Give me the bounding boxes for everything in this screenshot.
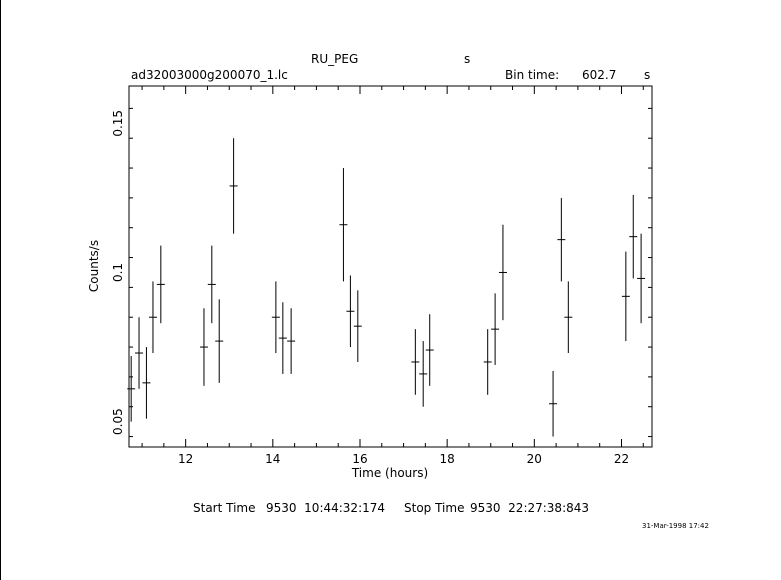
- data-point: [200, 308, 208, 386]
- bin-time-value: 602.7: [582, 68, 617, 82]
- x-tick-label: 14: [265, 452, 281, 466]
- stop-time-value: 9530 22:27:38:843: [470, 501, 590, 515]
- data-point: [272, 281, 280, 353]
- y-tick-label: 0.15: [111, 109, 125, 137]
- x-tick-label: 18: [439, 452, 455, 466]
- data-point: [564, 281, 572, 353]
- data-point: [622, 252, 630, 342]
- start-time-value: 9530 10:44:32:174: [266, 501, 386, 515]
- bin-time-unit: s: [644, 68, 651, 82]
- y-axis-label: Counts/s: [87, 239, 101, 293]
- target-name: RU_PEG: [311, 52, 359, 66]
- data-point: [557, 198, 565, 282]
- data-point: [339, 168, 347, 281]
- data-point: [629, 195, 637, 279]
- x-tick-label: 12: [178, 452, 194, 466]
- data-point: [287, 308, 295, 374]
- data-point: [346, 275, 354, 347]
- data-point: [142, 347, 150, 419]
- data-points: [127, 138, 645, 436]
- data-point: [411, 329, 419, 395]
- data-point: [215, 299, 223, 383]
- data-point: [279, 302, 287, 374]
- x-tick-label: 20: [526, 452, 542, 466]
- data-point: [426, 314, 434, 386]
- data-point: [157, 246, 165, 324]
- data-point: [499, 225, 507, 320]
- data-point: [419, 341, 427, 407]
- tick-labels: [111, 110, 629, 466]
- data-point: [549, 371, 557, 437]
- data-point: [149, 281, 157, 353]
- data-point: [208, 246, 216, 324]
- x-axis-label: Time (hours): [351, 466, 429, 480]
- data-point: [230, 138, 238, 233]
- y-tick-label: 0.05: [111, 408, 125, 435]
- bin-time-label: Bin time:: [505, 68, 560, 82]
- date-stamp: 31-Mar-1998 17:42: [642, 522, 709, 530]
- data-point: [354, 290, 362, 362]
- filename-label: ad32003000g200070_1.lc: [131, 68, 288, 82]
- start-time-label: Start Time: [193, 501, 256, 515]
- data-point: [484, 329, 492, 395]
- y-tick-label: 0.1: [111, 262, 125, 283]
- x-tick-label: 22: [613, 452, 630, 466]
- target-unit: s: [464, 52, 471, 66]
- data-point: [135, 317, 143, 389]
- stop-time-label: Stop Time: [404, 501, 465, 515]
- axis-ticks: [129, 86, 652, 447]
- data-point: [491, 293, 499, 365]
- data-point: [127, 356, 135, 422]
- x-tick-label: 16: [352, 452, 368, 466]
- plot-frame: [129, 86, 652, 447]
- data-point: [637, 234, 645, 324]
